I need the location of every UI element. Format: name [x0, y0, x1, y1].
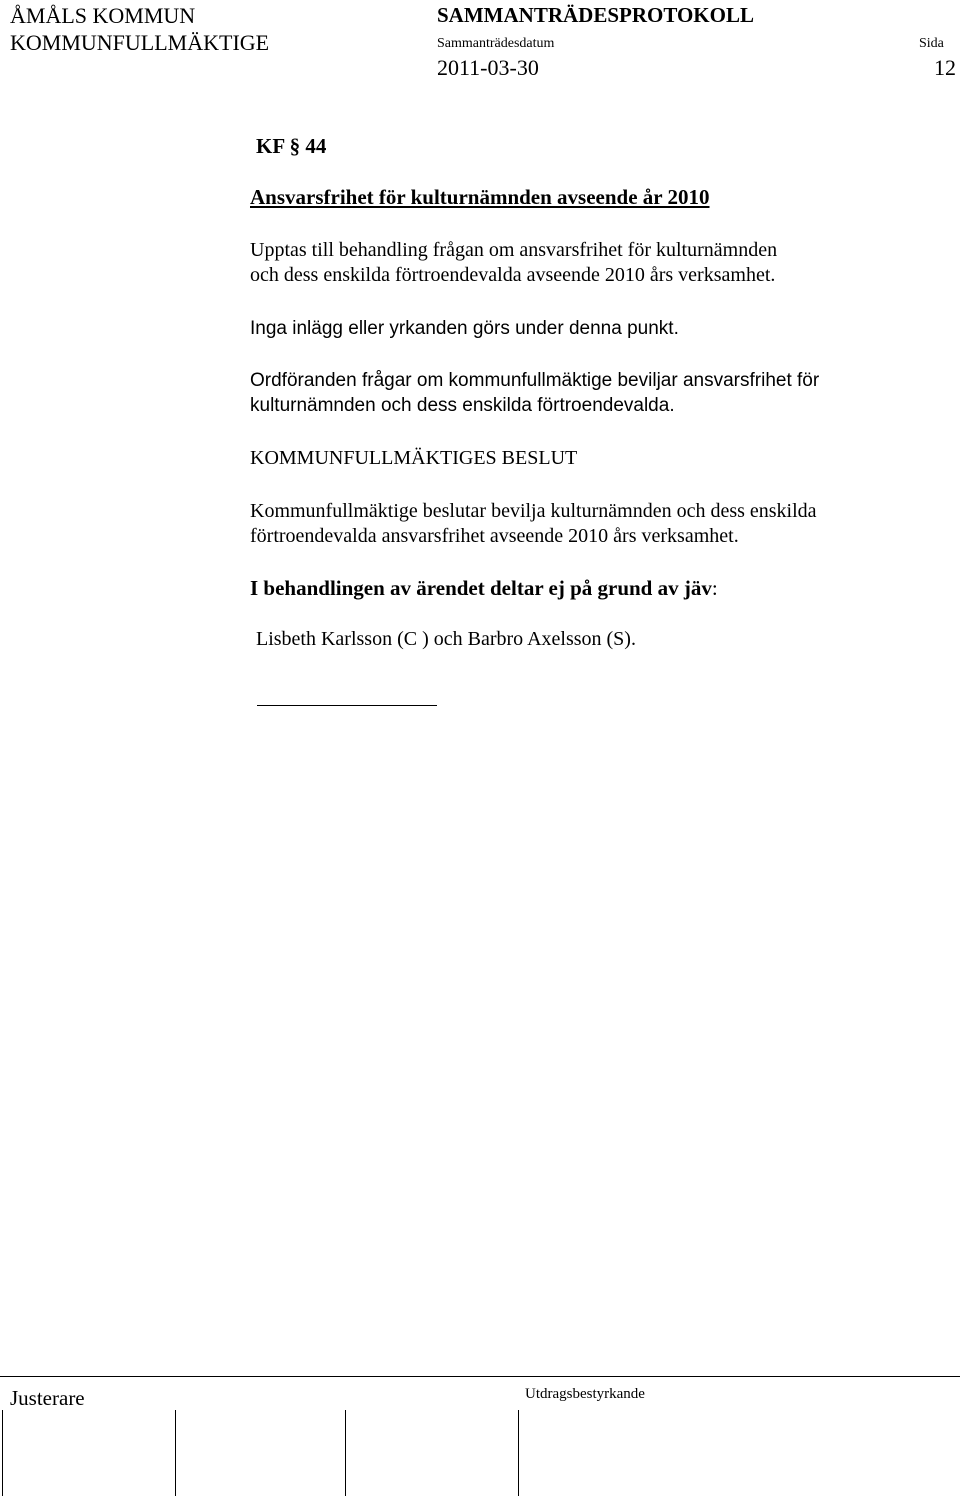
adjuster-label: Justerare — [10, 1386, 85, 1410]
extract-certification-label: Utdragsbestyrkande — [525, 1386, 645, 1402]
disqualified-names: Lisbeth Karlsson (C ) och Barbro Axelsson (S). — [256, 628, 636, 650]
page-label: Sida — [919, 36, 944, 51]
item-number: KF § 44 — [256, 134, 327, 158]
paragraph-1-line-1: Upptas till behandling frågan om ansvarsfrihet för kulturnämnden — [250, 239, 778, 261]
meeting-date-label: Sammanträdesdatum — [437, 36, 555, 51]
disqualification-colon: : — [711, 576, 718, 600]
signature-box-line — [175, 1410, 176, 1496]
item-title: Ansvarsfrihet för kulturnämnden avseende år 2010 — [250, 185, 710, 209]
paragraph-2: Inga inlägg eller yrkanden görs under denna punkt. — [250, 318, 679, 339]
signature-box-line — [345, 1410, 346, 1496]
disqualification-heading — [250, 576, 718, 601]
disqualification-heading-text: I behandlingen av ärendet deltar ej på grund av jäv — [250, 576, 712, 600]
page-number: 12 — [934, 55, 956, 80]
document-type: SAMMANTRÄDESPROTOKOLL — [437, 3, 754, 27]
decision-line-1: Kommunfullmäktige beslutar bevilja kulturnämnden och dess enskilda — [250, 500, 817, 522]
council-name: KOMMUNFULLMÄKTIGE — [10, 30, 270, 55]
footer-divider — [0, 1376, 960, 1377]
paragraph-1-line-2: och dess enskilda förtroendevalda avseende 2010 års verksamhet. — [250, 264, 776, 286]
meeting-date: 2011-03-30 — [437, 55, 539, 80]
decision-line-2: förtroendevalda ansvarsfrihet avseende 2010 års verksamhet. — [250, 525, 739, 547]
signature-box-line — [2, 1410, 3, 1496]
paragraph-3-line-2: kulturnämnden och dess enskilda förtroendevalda. — [250, 395, 675, 416]
section-divider — [257, 705, 437, 706]
signature-box-line — [518, 1410, 519, 1496]
municipality-name: ÅMÅLS KOMMUN — [10, 3, 196, 28]
decision-heading: KOMMUNFULLMÄKTIGES BESLUT — [250, 447, 578, 469]
paragraph-3-line-1: Ordföranden frågar om kommunfullmäktige beviljar ansvarsfrihet för — [250, 370, 820, 391]
